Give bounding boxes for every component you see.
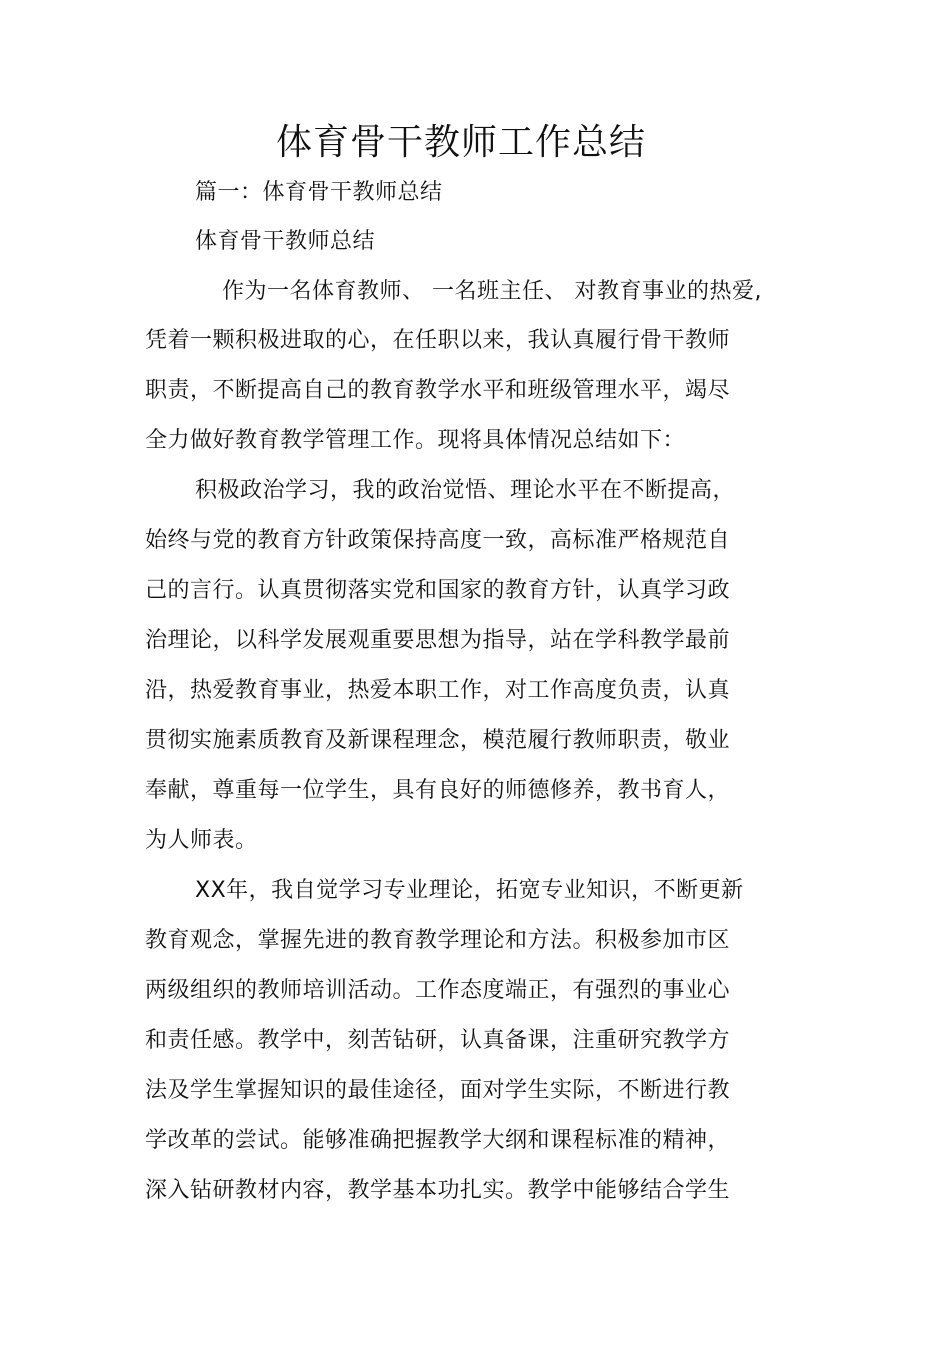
paragraph-line: 贯彻实施素质教育及新课程理念，模范履行教师职责，敬业 [145, 728, 731, 753]
paragraph-line: XX年，我自觉学习专业理论，拓宽专业知识，不断更新 [195, 878, 744, 903]
paragraph-line: 为人师表。 [145, 828, 258, 853]
paragraph-line: 始终与党的教育方针政策保持高度一致，高标准严格规范自 [145, 528, 731, 553]
paragraph-line: 凭着一颗积极进取的心，在任职以来，我认真履行骨干教师 [145, 328, 731, 353]
paragraph-line: 学改革的尝试。能够准确把握教学大纲和课程标准的精神， [145, 1128, 731, 1153]
paragraph-line: 治理论，以科学发展观重要思想为指导，站在学科教学最前 [145, 628, 731, 653]
paragraph-line: 和责任感。教学中，刻苦钻研，认真备课，注重研究教学方 [145, 1028, 731, 1053]
paragraph-line: 己的言行。认真贯彻落实党和国家的教育方针，认真学习政 [145, 578, 731, 603]
paragraph-line: 全力做好教育教学管理工作。现将具体情况总结如下： [145, 428, 686, 453]
paragraph-line: 作为一名体育教师、 一名班主任、 对教育事业的热爱, [222, 279, 762, 304]
paragraph-line: 教育观念，掌握先进的教育教学理论和方法。积极参加市区 [145, 928, 731, 953]
document-subtitle: 篇一：体育骨干教师总结 [195, 180, 443, 205]
paragraph-line: 沿，热爱教育事业，热爱本职工作，对工作高度负责，认真 [145, 678, 731, 703]
paragraph-line: 积极政治学习，我的政治觉悟、理论水平在不断提高， [195, 478, 736, 503]
paragraph-line: 职责，不断提高自己的教育教学水平和班级管理水平，竭尽 [145, 378, 731, 403]
paragraph-line: 法及学生掌握知识的最佳途径，面对学生实际，不断进行教 [145, 1078, 731, 1103]
section-heading: 体育骨干教师总结 [195, 229, 376, 254]
paragraph-line: 两级组织的教师培训活动。工作态度端正，有强烈的事业心 [145, 978, 731, 1003]
paragraph-line: 奉献，尊重每一位学生，具有良好的师德修养，教书育人， [145, 778, 731, 803]
document-title: 体育骨干教师工作总结 [275, 122, 646, 163]
paragraph-line: 深入钻研教材内容，教学基本功扎实。教学中能够结合学生 [145, 1178, 731, 1203]
